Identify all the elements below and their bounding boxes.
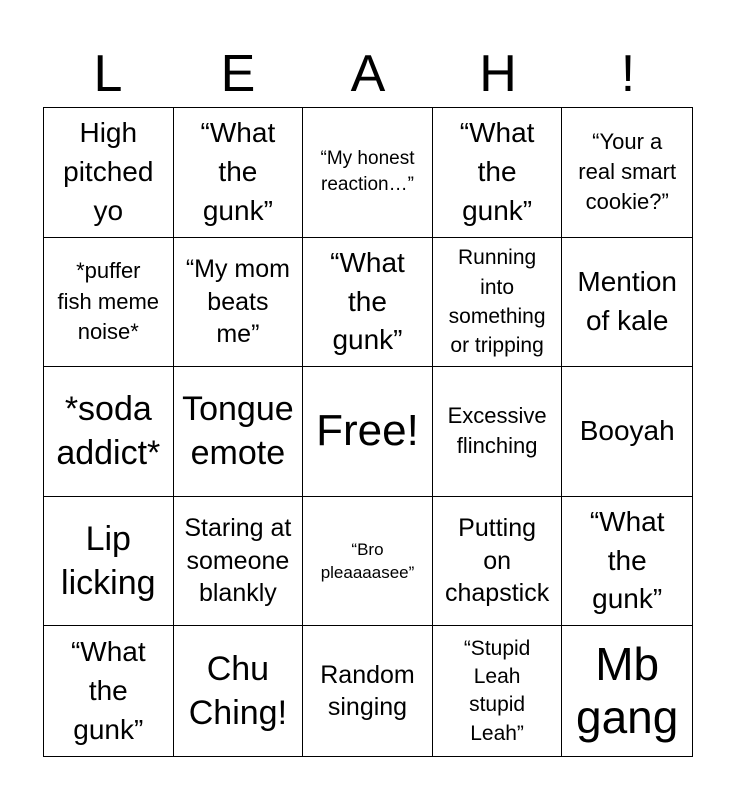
cell-text: Random singing xyxy=(320,660,415,722)
bingo-cell-free[interactable] xyxy=(303,367,433,497)
cell-text: Staring at someone blankly xyxy=(184,514,292,608)
cell-text: High pitched yo xyxy=(63,117,154,226)
cell-text: “Stupid Leah stupid Leah” xyxy=(463,636,531,745)
bingo-cell[interactable] xyxy=(174,626,304,756)
bingo-cell[interactable] xyxy=(433,238,563,368)
bingo-cell[interactable] xyxy=(303,238,433,368)
bingo-cell[interactable] xyxy=(174,497,304,627)
bingo-cell[interactable] xyxy=(44,238,174,368)
cell-text: Excessive flinching xyxy=(447,403,547,459)
cell-text: Lip licking xyxy=(61,519,156,603)
cell-text: “What the gunk” xyxy=(589,506,665,615)
cell-text: Chu Ching! xyxy=(188,650,288,733)
bingo-cell[interactable] xyxy=(562,497,692,627)
bingo-cell[interactable] xyxy=(433,626,563,756)
cell-text: “My honest reaction…” xyxy=(320,148,415,196)
cell-text: Tongue emote xyxy=(182,390,294,473)
cell-text: “What the gunk” xyxy=(200,117,276,226)
bingo-cell[interactable] xyxy=(174,238,304,368)
cell-text: *puffer fish meme noise* xyxy=(57,258,160,345)
cell-text: “What the gunk” xyxy=(459,117,535,226)
cell-text: “What the gunk” xyxy=(70,636,146,745)
bingo-cell[interactable] xyxy=(433,108,563,238)
bingo-cell[interactable] xyxy=(303,108,433,238)
bingo-cell[interactable] xyxy=(44,108,174,238)
cell-text: Putting on chapstick xyxy=(444,514,550,608)
bingo-header xyxy=(43,44,693,104)
cell-text: *soda addict* xyxy=(56,390,161,473)
bingo-cell[interactable] xyxy=(433,497,563,627)
cell-text: Booyah xyxy=(579,415,675,447)
cell-text: “Your a real smart cookie?” xyxy=(578,128,677,215)
header-letter-a: A xyxy=(350,45,386,103)
bingo-cell[interactable] xyxy=(562,626,692,756)
header-letter-e: E xyxy=(220,45,256,103)
header-letter-l: L xyxy=(93,45,123,103)
bingo-cell[interactable] xyxy=(433,367,563,497)
bingo-cell[interactable] xyxy=(44,497,174,627)
header-letter-h: H xyxy=(479,45,517,103)
cell-text: “Bro pleaaaasee” xyxy=(320,539,415,583)
bingo-cell[interactable] xyxy=(174,108,304,238)
bingo-cell[interactable] xyxy=(562,238,692,368)
cell-text: Mb gang xyxy=(576,638,679,744)
free-space-label: Free! xyxy=(316,406,419,456)
header-letter-exclamation: ! xyxy=(620,45,636,103)
bingo-cell[interactable] xyxy=(44,367,174,497)
bingo-cell[interactable] xyxy=(303,626,433,756)
bingo-cell[interactable] xyxy=(174,367,304,497)
cell-text: Mention of kale xyxy=(577,266,677,336)
bingo-cell[interactable] xyxy=(562,367,692,497)
cell-text: “What the gunk” xyxy=(330,246,405,356)
cell-text: “My mom beats me” xyxy=(185,255,290,349)
bingo-board xyxy=(43,107,693,757)
cell-text: Running into something or tripping xyxy=(448,246,546,358)
bingo-cell[interactable] xyxy=(562,108,692,238)
bingo-cell[interactable] xyxy=(44,626,174,756)
bingo-cell[interactable] xyxy=(303,497,433,627)
